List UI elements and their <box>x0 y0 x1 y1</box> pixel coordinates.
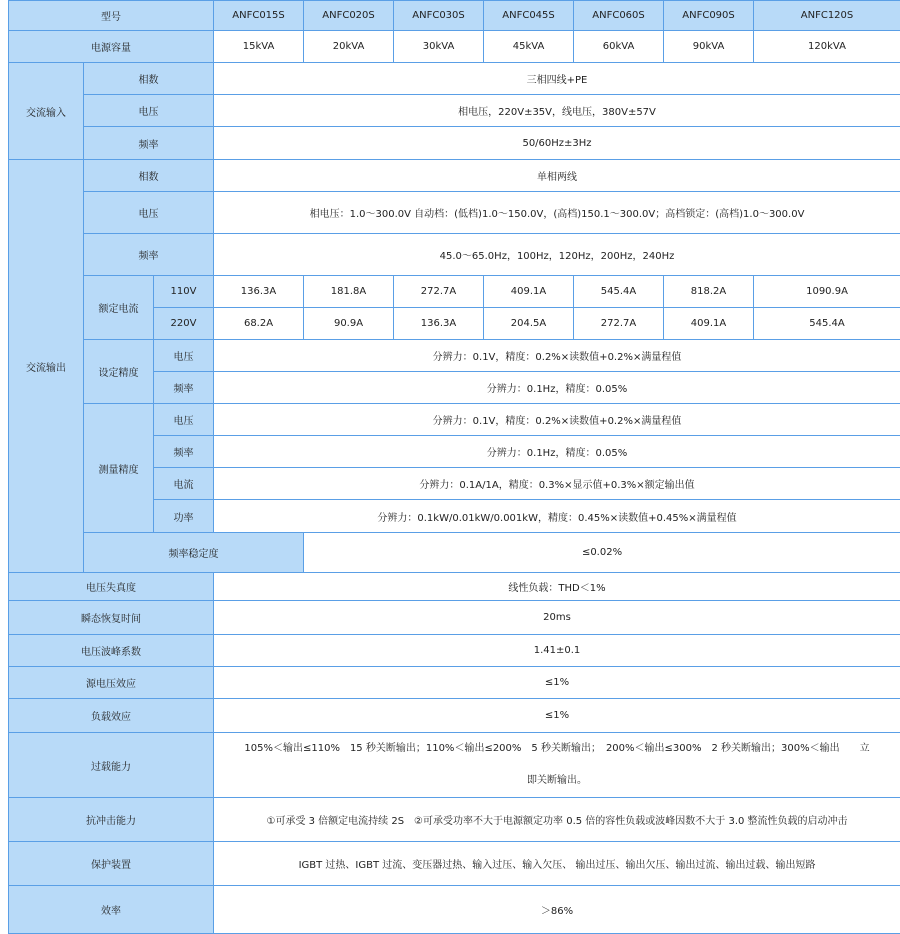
impact: ①可承受 3 倍额定电流持续 2S ②可承受功率不大于电源额定功率 0.5 倍的容性负载或波峰因数不大于 3.0 整流性负载的启动冲击 <box>214 798 900 842</box>
setting-voltage-row <box>9 340 900 372</box>
ac-output-freq-row <box>9 234 900 276</box>
model-7: ANFC120S <box>754 1 900 31</box>
setting-voltage: 分辨力：0.1V，精度：0.2%×读数值+0.2%×满量程值 <box>214 340 900 372</box>
ac-input-phase-row <box>9 63 900 95</box>
measure-freq-label: 频率 <box>154 436 214 468</box>
rated-current-label: 额定电流 <box>84 276 154 340</box>
overload-line-2: 即关断输出。 <box>216 765 898 797</box>
capacity-1: 15kVA <box>214 31 304 63</box>
ac-input-freq-row <box>9 127 900 160</box>
model-label: 型号 <box>9 1 214 31</box>
setting-accuracy-label: 设定精度 <box>84 340 154 404</box>
measure-voltage-label: 电压 <box>154 404 214 436</box>
current-220-6: 409.1A <box>664 308 754 340</box>
ac-input-phase: 三相四线+PE <box>214 63 900 95</box>
measure-current: 分辨力：0.1A/1A，精度：0.3%×显示值+0.3%×额定输出值 <box>214 468 900 500</box>
measure-current-label: 电流 <box>154 468 214 500</box>
capacity-7: 120kVA <box>754 31 900 63</box>
ac-output-freq: 45.0～65.0Hz，100Hz，120Hz，200Hz，240Hz <box>214 234 900 276</box>
model-1: ANFC015S <box>214 1 304 31</box>
efficiency-label: 效率 <box>9 886 214 934</box>
current-110-7: 1090.9A <box>754 276 900 308</box>
current-110-label: 110V <box>154 276 214 308</box>
distortion-label: 电压失真度 <box>9 573 214 601</box>
current-110-6: 818.2A <box>664 276 754 308</box>
crest: 1.41±0.1 <box>214 635 900 667</box>
transient-row <box>9 601 900 635</box>
capacity-label: 电源容量 <box>9 31 214 63</box>
capacity-3: 30kVA <box>394 31 484 63</box>
current-110-1: 136.3A <box>214 276 304 308</box>
current-220-1: 68.2A <box>214 308 304 340</box>
setting-freq: 分辨力：0.1Hz，精度：0.05% <box>214 372 900 404</box>
distortion-row <box>9 573 900 601</box>
capacity-5: 60kVA <box>574 31 664 63</box>
impact-row <box>9 798 900 842</box>
freq-stability-label: 频率稳定度 <box>84 533 304 573</box>
ac-output-voltage-row <box>9 192 900 234</box>
model-2: ANFC020S <box>304 1 394 31</box>
ac-input-voltage-label: 电压 <box>84 95 214 127</box>
measure-voltage-row <box>9 404 900 436</box>
transient: 20ms <box>214 601 900 635</box>
measure-power-label: 功率 <box>154 500 214 533</box>
model-4: ANFC045S <box>484 1 574 31</box>
current-220-label: 220V <box>154 308 214 340</box>
source-effect: ≤1% <box>214 667 900 699</box>
model-row <box>9 1 900 31</box>
capacity-row <box>9 31 900 63</box>
spec-table <box>8 0 900 934</box>
transient-label: 瞬态恢复时间 <box>9 601 214 635</box>
measure-power: 分辨力：0.1kW/0.01kW/0.001kW，精度：0.45%×读数值+0.45%×满量程值 <box>214 500 900 533</box>
freq-stability-row <box>9 533 900 573</box>
ac-output-label: 交流输出 <box>9 160 84 573</box>
ac-output-freq-label: 频率 <box>84 234 214 276</box>
setting-freq-label: 频率 <box>154 372 214 404</box>
impact-label: 抗冲击能力 <box>9 798 214 842</box>
source-effect-label: 源电压效应 <box>9 667 214 699</box>
distortion: 线性负载：THD＜1% <box>214 573 900 601</box>
current-110-row <box>9 276 900 308</box>
model-3: ANFC030S <box>394 1 484 31</box>
ac-output-voltage: 相电压：1.0～300.0V 自动档：(低档)1.0～150.0V，(高档)150.1～300.0V；高档锁定：(高档)1.0～300.0V <box>214 192 900 234</box>
current-110-5: 545.4A <box>574 276 664 308</box>
current-220-2: 90.9A <box>304 308 394 340</box>
source-effect-row <box>9 667 900 699</box>
capacity-4: 45kVA <box>484 31 574 63</box>
ac-output-phase-label: 相数 <box>84 160 214 192</box>
protection: IGBT 过热、IGBT 过流、变压器过热、输入过压、输入欠压、 输出过压、输出欠压、输出过流、输出过载、输出短路 <box>214 842 900 886</box>
current-220-5: 272.7A <box>574 308 664 340</box>
measure-voltage: 分辨力：0.1V，精度：0.2%×读数值+0.2%×满量程值 <box>214 404 900 436</box>
measure-freq: 分辨力：0.1Hz，精度：0.05% <box>214 436 900 468</box>
overload-line-1: 105%＜输出≤110% 15 秒关断输出；110%＜输出≤200% 5 秒关断输出； 200%＜输出≤300% 2 秒关断输出；300%＜输出 立 <box>216 733 898 765</box>
freq-stability: ≤0.02% <box>304 533 900 573</box>
ac-output-phase-row <box>9 160 900 192</box>
model-6: ANFC090S <box>664 1 754 31</box>
ac-input-freq-label: 频率 <box>84 127 214 160</box>
crest-label: 电压波峰系数 <box>9 635 214 667</box>
overload-label: 过载能力 <box>9 733 214 798</box>
overload-cell <box>214 733 900 798</box>
measure-accuracy-label: 测量精度 <box>84 404 154 533</box>
efficiency-row <box>9 886 900 934</box>
overload-row <box>9 733 900 798</box>
load-effect-label: 负载效应 <box>9 699 214 733</box>
ac-input-voltage: 相电压，220V±35V，线电压，380V±57V <box>214 95 900 127</box>
ac-input-voltage-row <box>9 95 900 127</box>
current-220-7: 545.4A <box>754 308 900 340</box>
capacity-6: 90kVA <box>664 31 754 63</box>
crest-row <box>9 635 900 667</box>
load-effect-row <box>9 699 900 733</box>
ac-input-freq: 50/60Hz±3Hz <box>214 127 900 160</box>
current-110-4: 409.1A <box>484 276 574 308</box>
capacity-2: 20kVA <box>304 31 394 63</box>
ac-input-phase-label: 相数 <box>84 63 214 95</box>
ac-input-label: 交流输入 <box>9 63 84 160</box>
current-110-3: 272.7A <box>394 276 484 308</box>
ac-output-phase: 单相两线 <box>214 160 900 192</box>
protection-label: 保护装置 <box>9 842 214 886</box>
model-5: ANFC060S <box>574 1 664 31</box>
current-220-3: 136.3A <box>394 308 484 340</box>
ac-output-voltage-label: 电压 <box>84 192 214 234</box>
efficiency: ＞86% <box>214 886 900 934</box>
current-220-4: 204.5A <box>484 308 574 340</box>
protection-row <box>9 842 900 886</box>
load-effect: ≤1% <box>214 699 900 733</box>
current-110-2: 181.8A <box>304 276 394 308</box>
setting-voltage-label: 电压 <box>154 340 214 372</box>
